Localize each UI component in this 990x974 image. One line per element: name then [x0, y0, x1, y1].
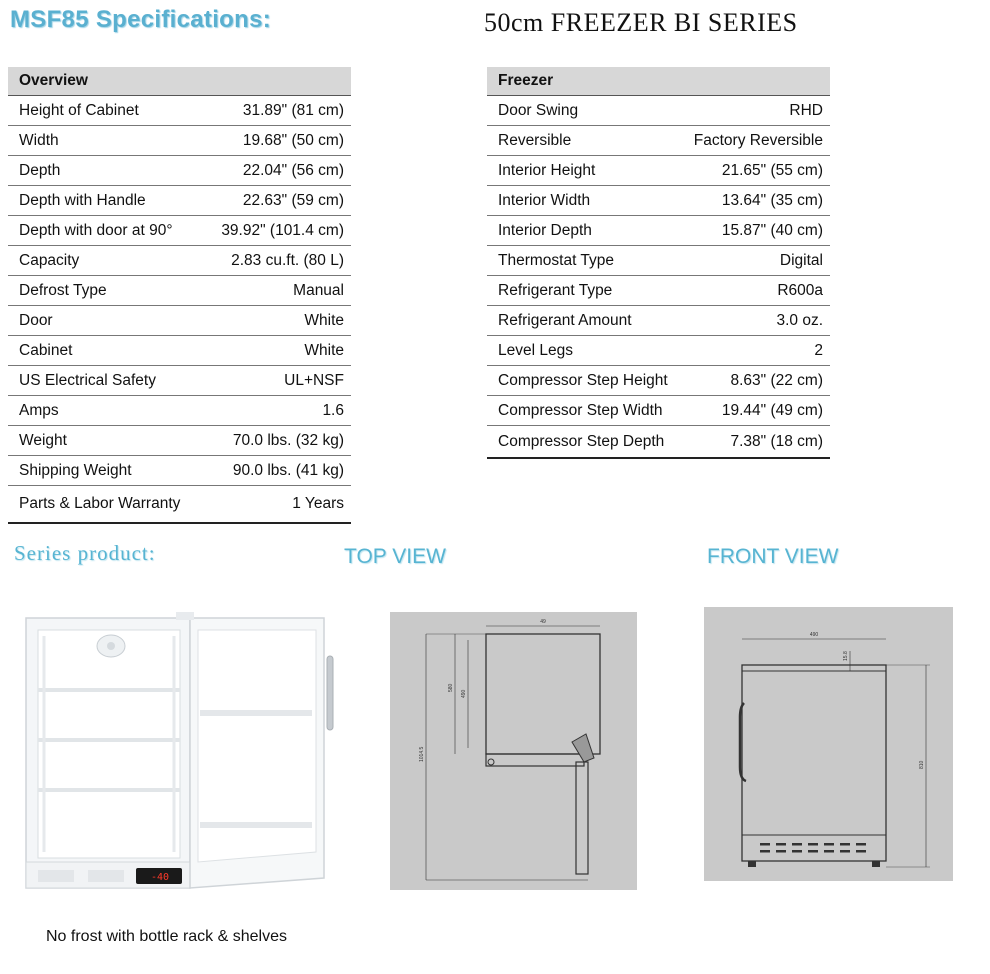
top-view-label: TOP VIEW [344, 545, 446, 568]
spec-row [487, 336, 830, 366]
spec-value: RHD [681, 96, 830, 126]
spec-label: Level Legs [487, 336, 681, 366]
temperature-display: -40 [150, 872, 170, 883]
spec-value: 31.89" (81 cm) [202, 96, 351, 126]
spec-label: Refrigerant Type [487, 276, 681, 306]
spec-label: Compressor Step Depth [487, 426, 681, 459]
spec-label: Thermostat Type [487, 246, 681, 276]
spec-label: Cabinet [8, 336, 202, 366]
spec-value: 19.68" (50 cm) [202, 126, 351, 156]
spec-label: Compressor Step Width [487, 396, 681, 426]
spec-row [8, 336, 351, 366]
spec-row [487, 186, 830, 216]
spec-value: UL+NSF [202, 366, 351, 396]
spec-value: 1.6 [202, 396, 351, 426]
spec-label: Compressor Step Height [487, 366, 681, 396]
spec-label: Shipping Weight [8, 456, 202, 486]
spec-label: Door [8, 306, 202, 336]
spec-value: 21.65" (55 cm) [681, 156, 830, 186]
front-view-label: FRONT VIEW [707, 545, 839, 568]
spec-row [8, 186, 351, 216]
spec-row [487, 276, 830, 306]
spec-row [8, 156, 351, 186]
spec-label: Depth with Handle [8, 186, 202, 216]
spec-row [8, 396, 351, 426]
spec-row [8, 276, 351, 306]
spec-label: Interior Depth [487, 216, 681, 246]
spec-row [8, 456, 351, 486]
spec-label: Defrost Type [8, 276, 202, 306]
spec-value: White [202, 336, 351, 366]
spec-value: 39.92" (101.4 cm) [202, 216, 351, 246]
spec-value: White [202, 306, 351, 336]
spec-value: 15.87" (40 cm) [681, 216, 830, 246]
top-depth-total-dim: 1014.5 [419, 746, 425, 762]
spec-value: 90.0 lbs. (41 kg) [202, 456, 351, 486]
spec-row [8, 306, 351, 336]
spec-value: 70.0 lbs. (32 kg) [202, 426, 351, 456]
spec-label: Weight [8, 426, 202, 456]
spec-label: Capacity [8, 246, 202, 276]
spec-value: 7.38" (18 cm) [681, 426, 830, 459]
freezer-product-image [24, 600, 340, 892]
series-product-label: Series product: [14, 541, 156, 565]
spec-value: Digital [681, 246, 830, 276]
spec-value: 1 Years [202, 486, 351, 524]
overview-table [8, 67, 351, 524]
spec-value: 2.83 cu.ft. (80 L) [202, 246, 351, 276]
spec-row [8, 426, 351, 456]
spec-label: Amps [8, 396, 202, 426]
series-heading: 50cm FREEZER BI SERIES [484, 8, 798, 37]
spec-row [487, 216, 830, 246]
spec-row [8, 96, 351, 126]
top-width-dim: 49 [540, 619, 546, 625]
spec-label: Reversible [487, 126, 681, 156]
spec-label: Depth [8, 156, 202, 186]
spec-label: Parts & Labor Warranty [8, 486, 202, 524]
spec-label: Interior Width [487, 186, 681, 216]
spec-value: 22.63" (59 cm) [202, 186, 351, 216]
spec-row [8, 126, 351, 156]
spec-value: R600a [681, 276, 830, 306]
spec-title: MSF85 Specifications: [10, 6, 272, 33]
spec-row [8, 486, 351, 524]
spec-row [487, 396, 830, 426]
spec-value: 2 [681, 336, 830, 366]
top-view-drawing [390, 612, 637, 890]
product-caption: No frost with bottle rack & shelves [46, 928, 287, 945]
spec-value: 13.64" (35 cm) [681, 186, 830, 216]
front-view-drawing [704, 607, 953, 881]
front-top-gap-dim: 15.8 [843, 651, 849, 661]
spec-value: 3.0 oz. [681, 306, 830, 336]
spec-row [487, 96, 830, 126]
spec-row [487, 366, 830, 396]
top-depth-a-dim: 580 [448, 683, 454, 692]
spec-row [8, 246, 351, 276]
freezer-table [487, 67, 830, 459]
front-height-dim: 810 [919, 760, 925, 769]
freezer-heading: Freezer [487, 67, 830, 96]
spec-label: Door Swing [487, 96, 681, 126]
spec-row [8, 216, 351, 246]
spec-label: Depth with door at 90° [8, 216, 202, 246]
spec-value: 19.44" (49 cm) [681, 396, 830, 426]
overview-heading: Overview [8, 67, 351, 96]
front-width-dim: 490 [809, 632, 819, 638]
spec-row [487, 156, 830, 186]
spec-label: Interior Height [487, 156, 681, 186]
spec-value: 22.04" (56 cm) [202, 156, 351, 186]
spec-label: US Electrical Safety [8, 366, 202, 396]
spec-row [487, 426, 830, 459]
spec-label: Refrigerant Amount [487, 306, 681, 336]
top-depth-b-dim: 490 [461, 689, 467, 698]
spec-label: Width [8, 126, 202, 156]
spec-row [487, 306, 830, 336]
spec-row [8, 366, 351, 396]
spec-value: 8.63" (22 cm) [681, 366, 830, 396]
spec-label: Height of Cabinet [8, 96, 202, 126]
spec-row [487, 246, 830, 276]
spec-value: Manual [202, 276, 351, 306]
spec-row [487, 126, 830, 156]
spec-value: Factory Reversible [681, 126, 830, 156]
